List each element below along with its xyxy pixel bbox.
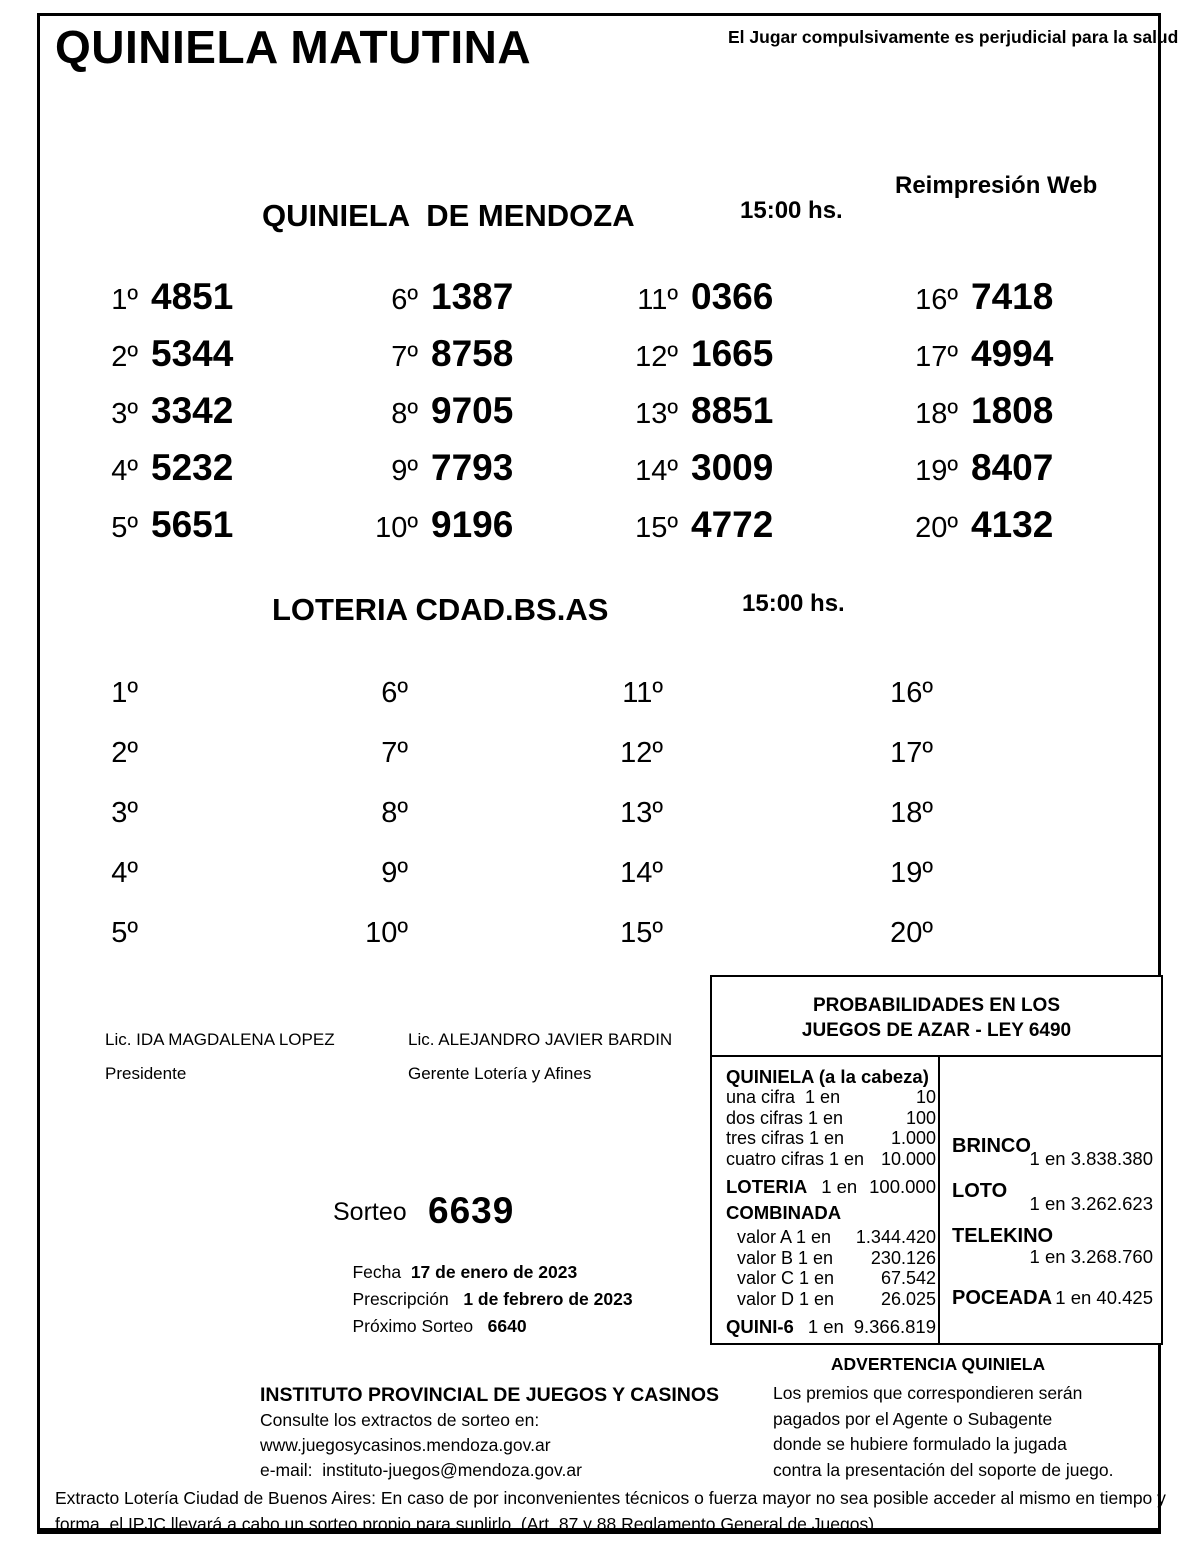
result-number: 4851 <box>151 276 234 317</box>
result-position-label: 15º <box>635 512 678 544</box>
mendoza-section-title: QUINIELA DE MENDOZA <box>262 198 635 233</box>
result-number: 1387 <box>431 276 514 317</box>
odds-label: cuatro cifras 1 en <box>726 1148 865 1169</box>
prescripcion-value: 1 de febrero de 2023 <box>463 1289 633 1309</box>
result-number: 5232 <box>151 447 234 488</box>
result-number: 4772 <box>691 504 774 545</box>
signature-manager-name: Lic. ALEJANDRO JAVIER BARDIN <box>408 1030 673 1049</box>
result-position-label: 10º <box>375 512 418 544</box>
instituto-email: e-mail: instituto-juegos@mendoza.gov.ar <box>260 1460 582 1480</box>
result-number: 3009 <box>691 447 774 488</box>
result-number: 7793 <box>431 447 514 488</box>
position-cell <box>585 783 855 843</box>
position-cell <box>855 723 1125 783</box>
result-cell <box>600 325 880 382</box>
result-number: 3342 <box>151 390 234 431</box>
result-cell <box>600 382 880 439</box>
signature-president-role: Presidente <box>105 1064 187 1083</box>
result-position-label: 4º <box>111 455 138 487</box>
position-cell <box>330 723 585 783</box>
quini6-odds-label: QUINI-6 1 en <box>726 1316 844 1337</box>
poceada-odds <box>952 1287 1153 1309</box>
quini6-odds-row <box>726 1316 936 1338</box>
result-position-label: 14º <box>635 455 678 487</box>
result-position-label: 1º <box>111 284 138 316</box>
position-label: 16º <box>890 677 933 709</box>
position-label: 5º <box>111 917 138 949</box>
result-position-label: 2º <box>111 341 138 373</box>
loteria-odds-label: LOTERIA 1 en <box>726 1176 858 1197</box>
position-cell <box>330 843 585 903</box>
prescripcion-label: Prescripción <box>352 1289 464 1309</box>
odds-row <box>726 1289 936 1310</box>
result-number: 4132 <box>971 504 1054 545</box>
web-reprint-label: Reimpresión Web <box>895 172 1098 199</box>
result-cell <box>60 268 340 325</box>
advertencia-block <box>773 1354 1114 1483</box>
loteria-odds-value: 100.000 <box>869 1176 936 1197</box>
position-label: 20º <box>890 917 933 949</box>
result-position-label: 16º <box>915 284 958 316</box>
odds-value: 10 <box>915 1087 936 1107</box>
position-cell <box>330 903 585 963</box>
position-label: 19º <box>890 857 933 889</box>
health-warning: El Jugar compulsivamente es perjudicial para la salud <box>728 27 1179 47</box>
position-label: 17º <box>890 737 933 769</box>
result-cell <box>60 439 340 496</box>
poceada-label: POCEADA <box>952 1287 1053 1309</box>
quini6-odds-value: 9.366.819 <box>853 1316 936 1337</box>
position-label: 1º <box>111 677 138 709</box>
result-position-label: 18º <box>915 398 958 430</box>
position-label: 12º <box>620 737 663 769</box>
odds-label: dos cifras 1 en <box>726 1107 844 1128</box>
result-cell <box>340 268 600 325</box>
advertencia-line: donde se hubiere formulado la jugada <box>773 1434 1067 1454</box>
result-cell <box>880 496 1165 553</box>
position-label: 10º <box>365 917 408 949</box>
result-number: 8407 <box>971 447 1054 488</box>
combinada-odds-header: COMBINADA <box>726 1202 842 1223</box>
position-cell <box>60 843 330 903</box>
sorteo-label: Sorteo <box>333 1198 407 1226</box>
position-cell <box>585 903 855 963</box>
position-cell <box>60 903 330 963</box>
sorteo-number: 6639 <box>428 1190 515 1231</box>
position-cell <box>60 723 330 783</box>
result-number: 0366 <box>691 276 774 317</box>
position-cell <box>585 723 855 783</box>
position-cell <box>330 783 585 843</box>
result-number: 1808 <box>971 390 1054 431</box>
probabilities-title-line1: PROBABILIDADES EN LOS <box>812 995 1061 1016</box>
proximo-sorteo-line <box>333 1295 527 1358</box>
result-cell <box>60 496 340 553</box>
position-cell <box>855 783 1125 843</box>
position-cell <box>855 663 1125 723</box>
instituto-title: INSTITUTO PROVINCIAL DE JUEGOS Y CASINOS <box>260 1384 720 1406</box>
result-position-label: 7º <box>391 341 418 373</box>
result-number: 5651 <box>151 504 234 545</box>
odds-value: 230.126 <box>870 1247 936 1268</box>
position-cell <box>855 903 1125 963</box>
mendoza-draw-time: 15:00 hs. <box>740 197 843 224</box>
probabilities-left-column <box>712 1057 940 1343</box>
fecha-value: 17 de enero de 2023 <box>410 1262 578 1282</box>
result-cell <box>60 382 340 439</box>
brinco-label: BRINCO <box>952 1135 1031 1157</box>
footer-disclaimer-line1: Extracto Lotería Ciudad de Buenos Aires: En caso de por inconvenientes técnicos o fuerza mayor no sea posible acceder al mismo en tiempo y <box>55 1488 1166 1508</box>
bsas-draw-time: 15:00 hs. <box>742 590 845 617</box>
position-label: 7º <box>381 737 408 769</box>
brinco-value: 1 en 3.838.380 <box>1029 1148 1153 1169</box>
odds-row <box>726 1268 936 1289</box>
result-number: 5344 <box>151 333 234 374</box>
result-position-label: 19º <box>915 455 958 487</box>
probabilities-title <box>712 977 1161 1057</box>
result-number: 7418 <box>971 276 1054 317</box>
position-cell <box>585 663 855 723</box>
brinco-odds <box>952 1135 1153 1169</box>
loto-value: 1 en 3.262.623 <box>1029 1193 1153 1214</box>
position-label: 13º <box>620 797 663 829</box>
result-cell <box>600 268 880 325</box>
result-cell <box>880 439 1165 496</box>
position-label: 14º <box>620 857 663 889</box>
position-label: 3º <box>111 797 138 829</box>
result-cell <box>880 382 1165 439</box>
bsas-section-title: LOTERIA CDAD.BS.AS <box>272 592 609 627</box>
result-number: 4994 <box>971 333 1054 374</box>
result-cell <box>340 325 600 382</box>
odds-row <box>726 1108 936 1129</box>
advertencia-line: contra la presentación del soporte de juego. <box>773 1459 1114 1480</box>
odds-value: 1.344.420 <box>855 1227 936 1247</box>
result-position-label: 9º <box>391 455 418 487</box>
position-label: 18º <box>890 797 933 829</box>
instituto-website: www.juegosycasinos.mendoza.gov.ar <box>260 1435 551 1455</box>
odds-row <box>726 1128 936 1149</box>
instituto-consulte-line: Consulte los extractos de sorteo en: <box>260 1410 540 1430</box>
loteria-odds-row <box>726 1176 936 1198</box>
odds-label: valor A 1 en <box>737 1227 832 1247</box>
result-number: 8758 <box>431 333 514 374</box>
result-position-label: 5º <box>111 512 138 544</box>
result-cell <box>880 268 1165 325</box>
footer-disclaimer-line2: forma, el IPJC llevará a cabo un sorteo propio para suplirlo. (Art. 87 y 88 Reglamento General de Juegos) <box>55 1514 875 1534</box>
mendoza-results-grid <box>60 268 1165 553</box>
result-cell <box>880 325 1165 382</box>
odds-value: 100 <box>905 1107 936 1128</box>
position-label: 4º <box>111 857 138 889</box>
odds-label: tres cifras 1 en <box>726 1128 845 1148</box>
odds-value: 67.542 <box>880 1268 936 1288</box>
proximo-sorteo-value: 6640 <box>487 1316 527 1336</box>
position-label: 6º <box>381 677 408 709</box>
odds-label: una cifra 1 en <box>726 1087 841 1107</box>
result-position-label: 12º <box>635 341 678 373</box>
position-cell <box>330 663 585 723</box>
telekino-value: 1 en 3.268.760 <box>1029 1246 1153 1267</box>
position-cell <box>855 843 1125 903</box>
result-number: 1665 <box>691 333 774 374</box>
odds-row <box>726 1087 936 1108</box>
odds-value: 26.025 <box>880 1288 936 1309</box>
odds-row <box>726 1227 936 1248</box>
position-cell <box>585 843 855 903</box>
result-position-label: 11º <box>637 284 678 316</box>
probabilities-right-column <box>940 1057 1161 1343</box>
result-position-label: 3º <box>111 398 138 430</box>
result-position-label: 20º <box>915 512 958 544</box>
odds-row <box>726 1248 936 1269</box>
position-label: 9º <box>381 857 408 889</box>
advertencia-line: Los premios que correspondieren serán <box>773 1383 1083 1403</box>
result-cell <box>340 382 600 439</box>
telekino-label: TELEKINO <box>952 1225 1054 1247</box>
odds-value: 10.000 <box>880 1148 936 1169</box>
probabilities-box <box>710 975 1163 1345</box>
signature-manager-role: Gerente Lotería y Afines <box>408 1064 592 1083</box>
result-position-label: 17º <box>915 341 958 373</box>
position-cell <box>60 663 330 723</box>
loto-odds <box>952 1180 1153 1214</box>
position-cell <box>60 783 330 843</box>
quiniela-odds-header: QUINIELA (a la cabeza) <box>726 1066 929 1087</box>
odds-row <box>726 1149 936 1170</box>
result-cell <box>340 439 600 496</box>
probabilities-body <box>712 1057 1161 1343</box>
result-cell <box>600 496 880 553</box>
result-cell <box>60 325 340 382</box>
fecha-label: Fecha <box>352 1262 411 1282</box>
position-label: 8º <box>381 797 408 829</box>
position-label: 2º <box>111 737 138 769</box>
proximo-sorteo-label: Próximo Sorteo <box>352 1316 488 1336</box>
advertencia-line: pagados por el Agente o Subagente <box>773 1408 1053 1429</box>
result-number: 8851 <box>691 390 774 431</box>
loto-label: LOTO <box>952 1180 1008 1202</box>
poceada-value: 1 en 40.425 <box>1055 1287 1153 1308</box>
result-number: 9705 <box>431 390 514 431</box>
result-position-label: 6º <box>391 284 418 316</box>
result-cell <box>340 496 600 553</box>
odds-value: 1.000 <box>890 1128 936 1148</box>
odds-label: valor D 1 en <box>737 1288 835 1309</box>
bsas-positions-grid <box>60 663 1125 963</box>
signature-president-name: Lic. IDA MAGDALENA LOPEZ <box>105 1030 335 1049</box>
advertencia-title: ADVERTENCIA QUINIELA <box>830 1354 1046 1374</box>
result-position-label: 8º <box>391 398 418 430</box>
page-title: QUINIELA MATUTINA <box>55 21 532 73</box>
odds-label: valor C 1 en <box>737 1268 835 1288</box>
odds-label: valor B 1 en <box>737 1247 834 1268</box>
probabilities-title-line2: JUEGOS DE AZAR - LEY 6490 <box>801 1020 1072 1041</box>
position-label: 11º <box>622 677 663 709</box>
result-position-label: 13º <box>635 398 678 430</box>
telekino-odds <box>952 1225 1153 1267</box>
result-number: 9196 <box>431 504 514 545</box>
result-cell <box>600 439 880 496</box>
position-label: 15º <box>620 917 663 949</box>
